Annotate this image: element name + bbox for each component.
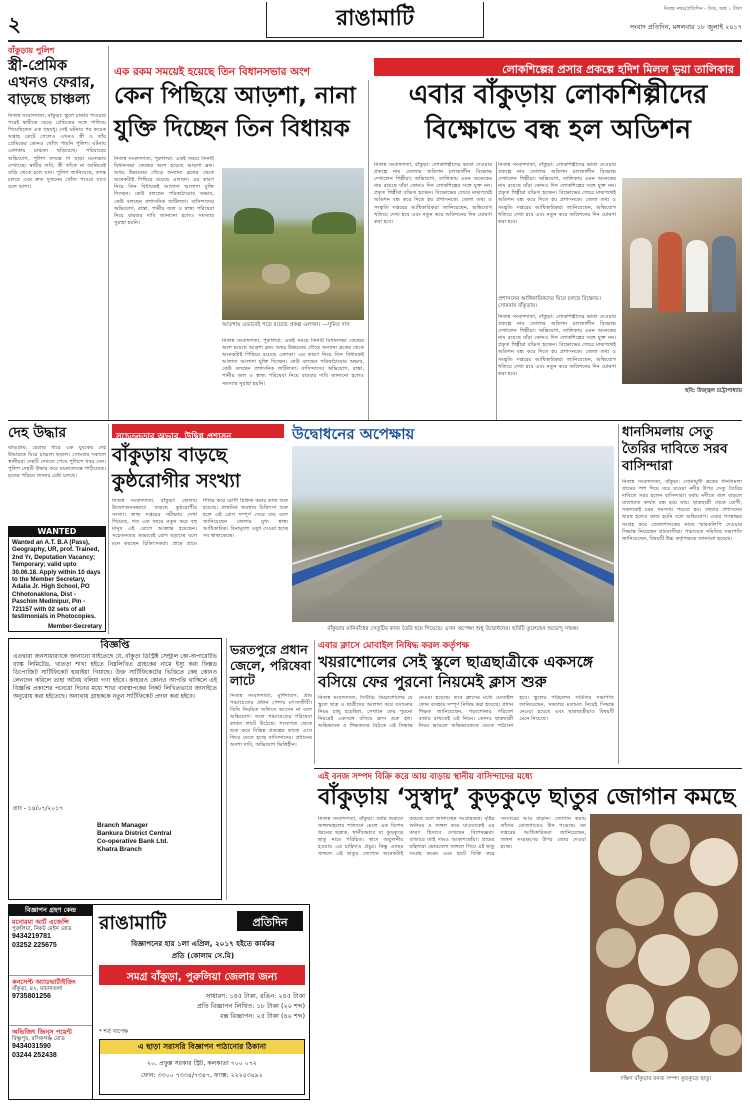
ad-rate-line: বিজ্ঞাপনের হার ১লা এপ্রিল, ২০১৭ হইতে কার্যকর <box>131 939 275 948</box>
ad-rate-box: বক্স বিজ্ঞাপন: ২৫ টাকা (৪০ শব্দ) <box>219 1012 305 1020</box>
kicker-admin-box <box>112 424 284 442</box>
story-mushroom <box>318 772 742 1100</box>
story-bridge <box>292 424 614 638</box>
bridge-photo <box>292 446 614 622</box>
story-fisherman-headline: ভরতপুরে প্রধান জেলে, পরিষেবা লাটে <box>230 642 312 688</box>
ad-main <box>95 905 309 1099</box>
kicker-admin: সচেতনতার অভাব, উদ্বিগ্ন প্রশাসন <box>116 432 232 442</box>
photo-tree <box>312 212 356 234</box>
story-mushroom-body: নিজস্ব সংবাদদাতা, বাঁকুড়া: বর্ষার শুরুতে জঙ্গলমহলের শালবনে মেলে এক বিশেষ ধরনের ছত্রাক, স্থানীয়ভাবে যা কুড়কুড়ে ছাতু নামে পরিচিত। স্বাদে অতুলনীয় হওয়ায় এর চাহিদাও প্রচুর। কিন্তু এবছর জঙ্গলে এই ছাতুর জোগান অনেকটাই কমেছে বলে জানাচ্ছেন সংগ্রাহকরা। বৃষ্টির অনিয়ম ও জঙ্গল কমে যাওয়াকেই এর কারণ হিসাবে দেখছেন বিশেষজ্ঞরা। বাজারে তাই দামও আকাশছোঁয়া। গ্রামের মহিলারা ভোরবেলা জঙ্গলে গিয়ে এই ছাতু সংগ্রহ করেন এবং হাটে বিক্রি করে সংসারের আয় বাড়ান। জোগান কমায় তাঁদের রোজগারেও টান পড়েছে। বন দপ্তরের আধিকারিকরা জানিয়েছেন, জঙ্গল সংরক্ষণের উপর জোর দেওয়া হচ্ছে। <box>318 816 586 858</box>
story-dhanshimla <box>622 424 742 766</box>
ad-agents-column <box>9 905 93 1099</box>
story-school-body: নিজস্ব সংবাদদাতা, সিউড়ি: খয়রাশোলের যে স্কুলে ছাত্র ও ছাত্রীদের আলাদা করে বসানোর নিয়ম চালু হয়েছিল, সেখানে ফের পুরনো নিয়মেই একসঙ্গে বসিয়ে ক্লাস শুরু হল। অভিভাবক ও শিক্ষকদের বৈঠকে এই সিদ্ধান্ত নেওয়া হয়েছে। তবে ক্লাসের মধ্যে মোবাইল ফোন ব্যবহার সম্পূর্ণ নিষিদ্ধ করা হয়েছে। প্রধান শিক্ষক জানিয়েছেন, পড়াশোনার পরিবেশ বজায় রাখতেই এই নিয়ম। কোনও ছাত্রছাত্রী নিয়ম ভাঙলে অভিভাবককে ডেকে পাঠানো হবে। স্কুলের পরিচালন সমিতির সভাপতি জানিয়েছেন, সকলের মতামত নিয়েই সিদ্ধান্ত নেওয়া হয়েছে এবং ছাত্রছাত্রীরাও বিষয়টি মেনে নিয়েছে। <box>318 695 614 730</box>
story-mushroom-kicker: এই বনজ সম্পদ বিক্রি করে আয় বাড়ায় স্থানীয় বাসিন্দাদের মধ্যে <box>318 772 533 782</box>
ad-rate-general: সাধারণ: ১৪৫ টাকা, রঙিন: ২৪৫ টাকা <box>205 992 305 1000</box>
column-divider <box>314 640 315 764</box>
mushroom-drawing <box>590 814 742 1072</box>
ad-agent-phones: 9434219781 03252 225675 <box>12 933 57 949</box>
masthead <box>0 0 750 40</box>
story-leprosy-body: নিজস্ব সংবাদদাতা, বাঁকুড়া: জেলায় উদ্বেগজনকভাবে বাড়ছে কুষ্ঠরোগীর সংখ্যা। স্বাস্থ্য দপ্তরের সমীক্ষায় দেখা গিয়েছে, গত এক বছরে নতুন করে বহু মানুষ এই রোগে আক্রান্ত হয়েছেন। সচেতনতার অভাবেই রোগ ছড়াচ্ছে বলে মনে করছেন চিকিৎসকরা। গ্রামে গ্রামে শিবির করে রোগী চিহ্নিত করার কাজ শুরু হয়েছে। প্রাথমিক অবস্থায় চিকিৎসা শুরু হলে এই রোগ সম্পূর্ণ সেরে যায় বলে জানিয়েছেন জেলার মুখ্য স্বাস্থ্য আধিকারিক। বিনামূল্যে ওষুধ দেওয়া হচ্ছে সব স্বাস্থ্যকেন্দ্রে। <box>112 498 288 547</box>
ad-office-phone: ফোন: ৩৩০০ ৭৩৩৪/৭৩৪৭, ফ্যাক্স: ২২২৫৩৪৯২ <box>141 1072 263 1079</box>
mushroom-photo-caption: দক্ষিণ বাঁকুড়ার বনজ সম্পদ কুড়কুড়ে ছাতু। <box>620 1076 712 1082</box>
column-divider <box>368 80 369 420</box>
ad-box <box>8 904 310 1100</box>
notice-signature: Branch Manager Bankura District Central Co-operative Bank Ltd. Khatra Branch <box>97 822 172 853</box>
bridge-kicker-box <box>292 424 614 442</box>
ad-brand: প্রতিদিন <box>252 916 288 929</box>
ad-footnote: * শর্ত সাপেক্ষ <box>99 1029 129 1035</box>
ad-agent-address: বাঁকুড়া, ৪২, মাচানতলা <box>12 986 63 992</box>
ad-agent-address: পুরুলিয়া, নিকট মেইন রোড <box>12 926 72 932</box>
mushroom-photo <box>590 814 742 1072</box>
story-fisherman <box>230 642 312 900</box>
story-legislators-body-2: নিজস্ব সংবাদদাতা, পুরুলিয়া: একই সময়ে তিনটি বিধানসভা কেন্দ্রের অংশ হয়েছে আড়শা ব্লক। অথচ উন্নয়নের দৌড়ে অন্যান্য ব্লকের থেকে অনেকটাই পিছিয়ে রয়েছে এলাকা। এর কারণ নিয়ে তিন বিধায়কই আলাদা আলাদা যুক্তি দিচ্ছেন। কেউ বলছেন পরিকাঠামোর অভাব, কেউ বলছেন প্রশাসনিক জটিলতা। বাসিন্দাদের অভিযোগ, রাস্তা, পানীয় জল ও স্বাস্থ্য পরিষেবা নিয়ে বারবার দাবি জানানো হলেও সমস্যার সুরাহা হয়নি। <box>222 338 364 387</box>
masthead-rule <box>8 40 742 42</box>
photo-rock <box>296 272 330 294</box>
ad-agent <box>9 976 92 1026</box>
photo-person <box>630 238 652 308</box>
legislators-photo-caption: আড়শায় এভাবেই পড়ে রয়েছে প্রকল্প এলাকা। —সুমিত দাস <box>222 322 350 328</box>
section-title: রাঙামাটি <box>336 6 414 31</box>
story-leprosy-headline: বাঁকুড়ায় বাড়ছে কুষ্ঠরোগীর সংখ্যা <box>112 444 241 492</box>
story-artists-body-1: নিজস্ব সংবাদদাতা, বাঁকুড়া: লোকশিল্পীদের ভাতা দেওয়ার প্রকল্পে নাম তোলার অডিশন চলাকালীন বিক্ষোভ দেখালেন শিল্পীরা। অভিযোগ, তালিকায় এমন অনেকের নাম রয়েছে যাঁরা কোনও দিন লোকশিল্পের সঙ্গে যুক্ত নন। প্রকৃত শিল্পীরা বঞ্চিত হচ্ছেন। বিক্ষোভের জেরে মাঝপথেই অডিশন বন্ধ করে দিতে হয় প্রশাসনকে। জেলা তথ্য ও সংস্কৃতি দপ্তরের আধিকারিকরা জানিয়েছেন, অভিযোগ খতিয়ে দেখা হবে এবং নতুন করে অডিশনের দিন ঘোষণা করা হবে। <box>374 162 492 225</box>
ad-agent <box>9 1026 92 1086</box>
photo-tree <box>234 208 274 234</box>
artists-photo-credit: ছবি: উজ্জ্বল চট্টোপাধ্যায় <box>685 388 742 394</box>
story-mushroom-headline: বাঁকুড়ায় ‘সুস্বাদু’ কুড়কুড়ে ছাতুর জোগান কমছে <box>318 784 736 810</box>
ad-office-title: এ ছাড়া সরাসরি বিজ্ঞাপন পাঠানোর ঠিকানা <box>100 1040 304 1054</box>
story-artists-body-3: নিজস্ব সংবাদদাতা, বাঁকুড়া: লোকশিল্পীদের ভাতা দেওয়ার প্রকল্পে নাম তোলার অডিশন চলাকালীন বিক্ষোভ দেখালেন শিল্পীরা। অভিযোগ, তালিকায় এমন অনেকের নাম রয়েছে যাঁরা কোনও দিন লোকশিল্পের সঙ্গে যুক্ত নন। প্রকৃত শিল্পীরা বঞ্চিত হচ্ছেন। বিক্ষোভের জেরে মাঝপথেই অডিশন বন্ধ করে দিতে হয় প্রশাসনকে। জেলা তথ্য ও সংস্কৃতি দপ্তরের আধিকারিকরা জানিয়েছেন, অভিযোগ খতিয়ে দেখা হবে এবং নতুন করে অডিশনের দিন ঘোষণা করা হবে। <box>498 314 616 377</box>
story-legislators <box>114 80 364 420</box>
notice-title: বিজ্ঞপ্তি <box>100 640 130 651</box>
edition-line: নিবন্ধ নম্বর/প্রতিদিন - ডিম্ব, অঙ্ক ১ টাকা <box>663 6 742 12</box>
banner-kicker-left-text: এক রকম সময়েই হয়েছে তিন বিধানসভার অংশ <box>114 66 310 78</box>
ad-title: রাঙামাটি <box>99 912 167 934</box>
banner-kicker-right-text: লোকশিল্পের প্রসার প্রকল্পে হদিশ মিলল ভুয়া তালিকার <box>502 63 734 76</box>
story-artists <box>374 78 742 420</box>
story-leprosy <box>112 442 288 634</box>
bridge-kicker: উদ্বোধনের অপেক্ষায় <box>292 425 415 443</box>
photo-person <box>712 236 736 312</box>
story-couple <box>8 46 106 412</box>
story-artists-headline: এবার বাঁকুড়ায় লোকশিল্পীদের বিক্ষোভে বন্ধ হল অডিশন <box>408 80 708 145</box>
story-legislators-body-1: নিজস্ব সংবাদদাতা, পুরুলিয়া: একই সময়ে তিনটি বিধানসভা কেন্দ্রের অংশ হয়েছে আড়শা ব্লক। অথচ উন্নয়নের দৌড়ে অন্যান্য ব্লকের থেকে অনেকটাই পিছিয়ে রয়েছে এলাকা। এর কারণ নিয়ে তিন বিধায়কই আলাদা আলাদা যুক্তি দিচ্ছেন। কেউ বলছেন পরিকাঠামোর অভাব, কেউ বলছেন প্রশাসনিক জটিলতা। বাসিন্দাদের অভিযোগ, রাস্তা, পানীয় জল ও স্বাস্থ্য পরিষেবা নিয়ে বারবার দাবি জানানো হলেও সমস্যার সুরাহা হয়নি। <box>114 156 214 226</box>
ad-office-address: ২০, প্রফুল্ল সরকার স্ট্রিট, কলকাতা ৭০০ ০৭২ <box>147 1060 257 1067</box>
banner-kicker-right <box>374 58 740 76</box>
photo-rock <box>262 264 290 284</box>
ad-agent-name: কনসেপ্ট অ্যাডভার্টাইজিং <box>12 978 76 986</box>
ad-agent-phones: 9434031590 03244 252438 <box>12 1043 57 1059</box>
section-rule <box>8 420 742 421</box>
bridge-photo-caption: বাঁকুড়ার রানিবাঁধের সেতুটির কাজ তৈরি হয়ে গিয়েছে। এখন অপেক্ষা শুধু উদ্বোধনের। ছবিটি তুলেছেন শুভেন্দু সামন্ত। <box>327 626 579 632</box>
date-line: সংবাদ প্রতিদিন, মঙ্গলবার ১৮ জুলাই ২০১৭ <box>629 23 742 31</box>
story-couple-headline: স্ত্রী-প্রেমিক এখনও ফেরার, বাড়ছে চাঞ্চল্য <box>8 58 96 108</box>
wanted-body: Wanted an A.T. B.A (Pass), Geography, UR, prof. Trained, 2nd Yr, Deputation Vacancy; Temporary; valid upto 30.06.18. Apply within 10 days to the Member Secretary, Adalia Jr. High School, PO Chhotonaklona, Dist - Paschim Medinipur, Pin - 721157 with 02 sets of all testimonials in Photocopies. <box>12 539 101 621</box>
column-divider <box>108 424 109 634</box>
legislators-photo <box>222 168 364 320</box>
ad-agent-phones: 9735801256 <box>12 993 51 1000</box>
artists-photo <box>622 178 742 384</box>
story-dhanshimla-headline: ধানসিমলায় সেতু তৈরির দাবিতে সরব বাসিন্দারা <box>622 424 728 474</box>
section-title-box <box>266 2 484 38</box>
notice-box <box>8 638 222 900</box>
wanted-ad <box>8 526 106 632</box>
notice-body: এতদ্বারা জনসাধারণকে জানানো যাইতেছে যে, বাঁকুড়া ডিস্ট্রিক্ট সেন্ট্রাল কো-অপারেটিভ ব্যাঙ্ক লিমিটেড, খাতড়া শাখা হইতে নিম্নলিখিত গ্রাহকের নামে ইস্যু করা ফিক্সড ডিপোজিট সার্টিফিকেট হারাইয়া গিয়াছে। উক্ত সার্টিফিকেটের ভিত্তিতে কেহ কোনও লেনদেন করিলে তাহা অবৈধ বলিয়া গণ্য হইবে। কাহারও কোনও আপত্তি থাকিলে এই বিজ্ঞপ্তি প্রকাশের পনেরো দিনের মধ্যে শাখা ব্যবস্থাপকের নিকট লিখিতভাবে জানাইতে অনুরোধ করা হইতেছে। অন্যথায় গ্রাহককে নতুন সার্টিফিকেট প্রদান করা হইবে। <box>13 653 217 700</box>
column-divider <box>108 46 109 420</box>
column-divider <box>496 162 497 420</box>
story-couple-body: নিজস্ব সংবাদদাতা, বাঁকুড়া: স্কুলে চাকরি পাওয়ার পরেই স্বামীকে ছেড়ে প্রেমিকের সঙ্গে পালিয়ে গিয়েছিলেন এক গৃহবধূ। সেই ঘটনার পর কয়েক সপ্তাহ কেটে গেলেও এখনও স্ত্রী ও তাঁর প্রেমিকের কোনও খোঁজ পায়নি পুলিশ। ঘটনায় এলাকায় চাঞ্চল্য ছড়িয়েছে। পরিবারের অভিযোগ, পুলিশ তদন্তে গা ছাড়া মনোভাব দেখাচ্ছে। স্বামীর দাবি, স্ত্রী তাঁকে না জানিয়েই বাড়ি থেকে চলে যান। পুলিশ জানিয়েছে, তদন্ত চলছে এবং দ্রুত দুজনের খোঁজ পাওয়া যাবে বলে আশা। <box>8 113 106 190</box>
section-rule <box>314 768 742 769</box>
ad-rate-sub: প্রতি (কোলাম সে.মি) <box>171 951 235 960</box>
photo-person <box>686 240 708 312</box>
story-body-found <box>8 424 106 520</box>
story-school-kicker: এবার ক্লাসে মোবাইল নিষিদ্ধ করল কর্তৃপক্ষ <box>318 641 470 651</box>
column-divider <box>618 424 619 764</box>
ad-coverage-box <box>99 965 305 985</box>
story-body-found-headline: দেহ উদ্ধার <box>8 425 67 441</box>
photo-person <box>658 232 682 312</box>
banner-kicker-left <box>114 60 350 78</box>
column-divider <box>226 638 227 900</box>
story-artists-body-2: নিজস্ব সংবাদদাতা, বাঁকুড়া: লোকশিল্পীদের ভাতা দেওয়ার প্রকল্পে নাম তোলার অডিশন চলাকালীন বিক্ষোভ দেখালেন শিল্পীরা। অভিযোগ, তালিকায় এমন অনেকের নাম রয়েছে যাঁরা কোনও দিন লোকশিল্পের সঙ্গে যুক্ত নন। প্রকৃত শিল্পীরা বঞ্চিত হচ্ছেন। বিক্ষোভের জেরে মাঝপথেই অডিশন বন্ধ করে দিতে হয় প্রশাসনকে। জেলা তথ্য ও সংস্কৃতি দপ্তরের আধিকারিকরা জানিয়েছেন, অভিযোগ খতিয়ে দেখা হবে এবং নতুন করে অডিশনের দিন ঘোষণা করা হবে। <box>498 162 616 225</box>
ad-agents-header: বিজ্ঞাপন গ্রহণ কেন্দ্র <box>9 905 92 916</box>
bridge-drawing <box>292 446 614 622</box>
story-couple-kicker: বাঁকুড়ায় পুলিশ <box>8 46 55 55</box>
ad-office-box <box>99 1039 305 1095</box>
ad-agent <box>9 916 92 976</box>
story-legislators-headline: কেন পিছিয়ে আড়শা, নানা যুক্তি দিচ্ছেন তিন বিধায়ক <box>114 83 356 142</box>
ad-agent-name: অভিজিৎ জিন্‌স পয়েন্ট <box>12 1028 72 1036</box>
ad-agent-name: মনোরমা আর্ট এজেন্সি <box>12 918 70 926</box>
story-school <box>318 640 614 764</box>
wanted-title: WANTED <box>9 527 105 537</box>
ad-rate-text: প্রতি বিজ্ঞাপন লিখিত: ১৮ টাকা (২০ শব্দ) <box>197 1002 305 1010</box>
wanted-signature: Member-Secretary <box>48 623 102 630</box>
story-body-found-body: ঝাড়গ্রাম: রেলের ধারে এক যুবকের দেহ উদ্ধারকে ঘিরে চাঞ্চল্য ছড়াল। সোমবার সকালে স্থানীয়রা দেহটি দেখতে পেয়ে পুলিশে খবর দেন। পুলিশ দেহটি উদ্ধার করে ময়নাতদন্তে পাঠিয়েছে। মৃতের পরিচয় জানার চেষ্টা চলছে। <box>8 445 106 480</box>
ad-coverage: সমগ্র বাঁকুড়া, পুরুলিয়া জেলার জন্য <box>126 971 278 983</box>
story-fisherman-body: নিজস্ব সংবাদদাতা, মুর্শিদাবাদ: গ্রাম পঞ্চায়েতের প্রধান পেশায় মৎস্যজীবী। তিনি নিয়মিত অফিসে আসেন না বলে অভিযোগ। ফলে পঞ্চায়েতের পরিষেবা কার্যত লাটে উঠেছে। শংসাপত্র থেকে শুরু করে বিভিন্ন প্রকল্পের কাজে এসে ফিরে যেতে হচ্ছে বাসিন্দাদের। প্রধানের অবশ্য দাবি, অভিযোগ ভিত্তিহীন। <box>230 692 312 749</box>
notice-date: তাং - ১৪/০৭/২০১৭ <box>13 805 64 812</box>
ad-brand-box <box>237 911 303 931</box>
ad-agent-address: বিষ্ণুপুর, রসিকগঞ্জ রোড <box>12 1036 65 1042</box>
page-number: ২ <box>8 12 22 36</box>
story-school-headline: খয়রাশোলের সেই স্কুলে ছাত্রছাত্রীকে একসঙ্গে বসিয়ে ফের পুরনো নিয়মেই ক্লাস শুরু <box>318 653 594 691</box>
artists-photo-caption: প্রশাসনের আধিকারিকদের ঘিরে চলছে বিক্ষোভ। সোমবার বাঁকুড়ায়। <box>498 296 601 309</box>
story-dhanshimla-body: নিজস্ব সংবাদদাতা, বাঁকুড়া: সোনামুখী ব্লকের ধানসিমলা গ্রামের পাশ দিয়ে বয়ে যাওয়া নদীর উপর সেতু তৈরির দাবিতে সরব হলেন বাসিন্দারা। বর্ষায় নদীতে জল বাড়লে যাতায়াত কার্যত বন্ধ হয়ে যায়। ছাত্রছাত্রী থেকে রোগী, সকলকেই চরম সমস্যায় পড়তে হয়। বহুবার প্রশাসনের দ্বারস্থ হলেও কাজ হয়নি বলে অভিযোগ। এবার গণস্বাক্ষর সংগ্রহ করে জেলাশাসকের কাছে স্মারকলিপি দেওয়ার সিদ্ধান্ত নিয়েছেন গ্রামবাসীরা। পঞ্চায়েত সমিতির সভাপতি জানিয়েছেন, বিষয়টি উচ্চ কর্তৃপক্ষকে জানানো হয়েছে। <box>622 479 742 542</box>
